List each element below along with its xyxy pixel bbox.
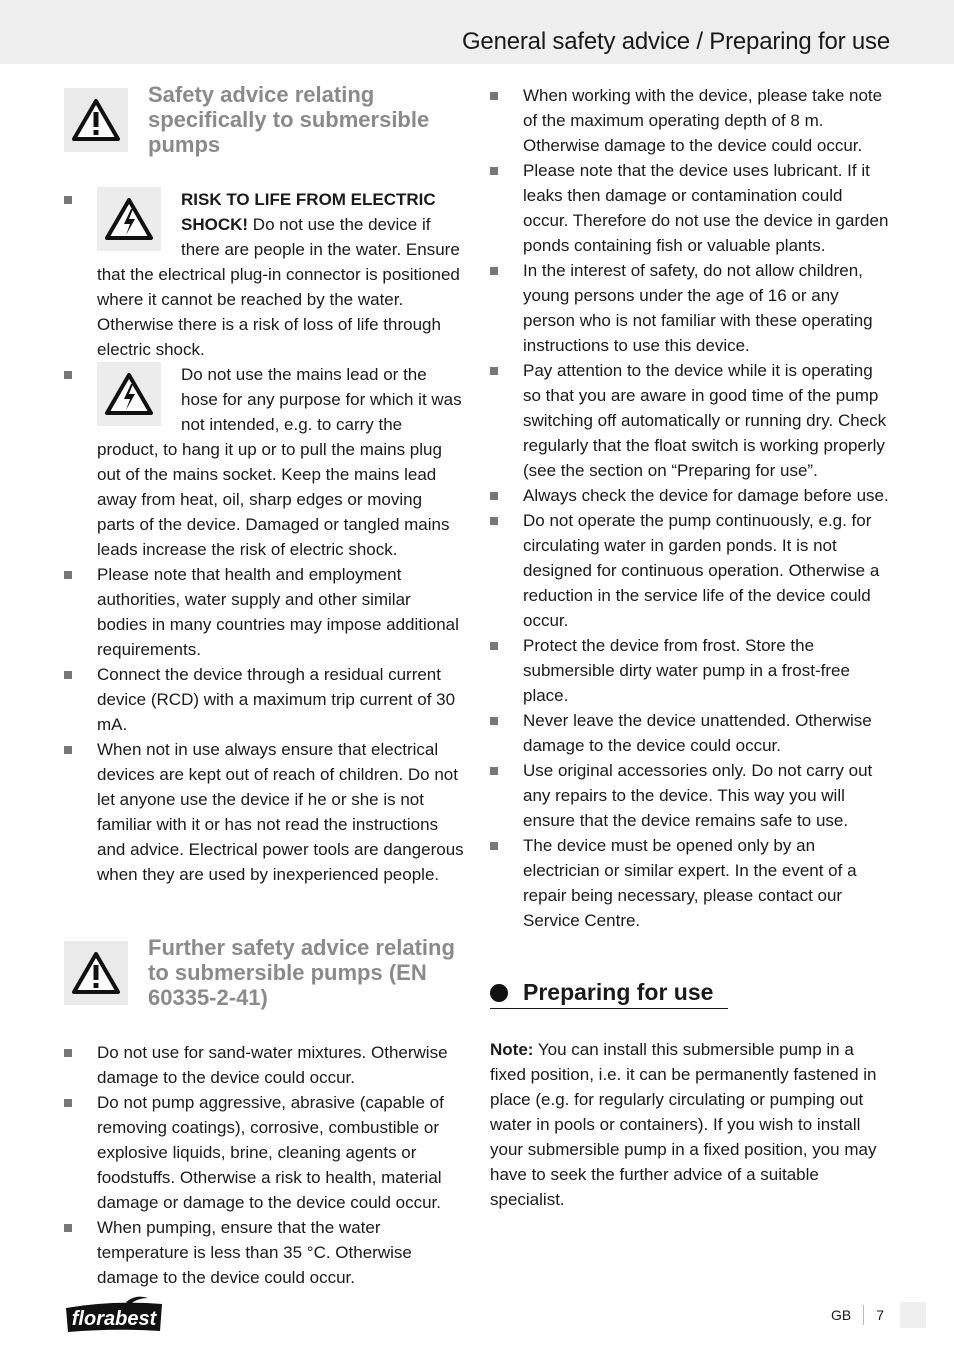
language-code: GB xyxy=(830,1307,852,1323)
list-item xyxy=(64,662,464,737)
electric-shock-icon xyxy=(97,187,161,251)
item-text: Connect the device through a residual current device (RCD) with a maximum trip current of 30 mA. xyxy=(97,665,456,734)
bullet-icon xyxy=(490,492,498,500)
section-title: Safety advice relating specifically to submersible pumps xyxy=(148,82,430,157)
list-item xyxy=(64,1215,464,1290)
item-text: Do not use for sand-water mixtures. Otherwise damage to the device could occur. xyxy=(97,1043,448,1087)
heading-text: Preparing for use xyxy=(523,979,714,1005)
bullet-icon xyxy=(64,1049,72,1057)
divider xyxy=(863,1305,864,1325)
item-text: When not in use always ensure that electrical devices are kept out of reach of children. Do not let anyone use the device if he or she is not familiar with it or has not read the instructions and advice. Electrical power tools are dangerous when they are used by inexperienced people. xyxy=(97,740,464,884)
preparing-heading xyxy=(490,979,728,1009)
list-item xyxy=(64,1090,464,1215)
florabest-logo xyxy=(64,1294,164,1334)
item-text: When working with the device, please take note of the maximum operating depth of 8 m. Otherwise damage to the device could occur. xyxy=(523,86,883,155)
list-item xyxy=(490,708,890,758)
electric-shock-icon xyxy=(97,362,161,426)
left-column xyxy=(64,80,464,1290)
note-paragraph xyxy=(490,1037,890,1212)
bullet-dot-icon xyxy=(490,984,508,1002)
list-item xyxy=(490,508,890,633)
note-text: You can install this submersible pump in a fixed position, i.e. it can be permanently fastened in place (e.g. for regularly circulating or pumping out water in pools or containers). If you wish to install your submersible pump in a fixed position, you may have to seek the further advice of a suitable specialist. xyxy=(490,1040,877,1209)
list-item xyxy=(490,358,890,483)
list-item xyxy=(490,258,890,358)
item-text: Please note that health and employment authorities, water supply and other similar bodies in many countries may impose additional requirements. xyxy=(97,565,459,659)
page-number: 7 xyxy=(876,1307,884,1323)
item-text: Do not pump aggressive, abrasive (capable of removing coatings), corrosive, combustible or explosive liquids, brine, cleaning agents or foodstuffs. Otherwise a risk to health, material damage or damage to the device could occur. xyxy=(97,1093,444,1212)
bullet-icon xyxy=(64,371,72,379)
bullet-icon xyxy=(490,717,498,725)
list-item xyxy=(64,187,464,362)
bullet-icon xyxy=(64,196,72,204)
list-item xyxy=(490,833,890,933)
bullet-icon xyxy=(64,671,72,679)
bullet-icon xyxy=(490,167,498,175)
list-item xyxy=(490,158,890,258)
bullet-icon xyxy=(490,767,498,775)
item-text: Always check the device for damage before use. xyxy=(523,486,889,505)
list-item xyxy=(64,1040,464,1090)
section-heading-further xyxy=(64,933,464,1010)
item-text: Never leave the device unattended. Otherwise damage to the device could occur. xyxy=(523,711,872,755)
list-item xyxy=(64,737,464,887)
item-text: Do not use the device if there are people in the water. Ensure that the electrical plug-in connector is positioned where it cannot be reached by the water. Otherwise there is a risk of loss of life through electric shock. xyxy=(97,215,460,359)
bullet-icon xyxy=(490,267,498,275)
danger-heading: RISK TO LIFE FROM ELECTRIC SHOCK! xyxy=(181,190,436,234)
bullet-icon xyxy=(490,367,498,375)
logo-text: florabest xyxy=(71,1308,157,1330)
warning-icon xyxy=(64,88,128,152)
right-column xyxy=(490,83,890,1212)
list-item xyxy=(490,483,890,508)
warning-icon xyxy=(64,941,128,1005)
bullet-icon xyxy=(490,842,498,850)
list-item xyxy=(64,362,464,562)
note-label: Note: xyxy=(490,1040,534,1059)
list-item xyxy=(490,758,890,833)
item-text: In the interest of safety, do not allow children, young persons under the age of 16 or any person who is not familiar with these operating instructions to use this device. xyxy=(523,261,873,355)
bullet-icon xyxy=(490,92,498,100)
bullet-icon xyxy=(64,1099,72,1107)
item-text: Do not use the mains lead or the hose for any purpose for which it was not intended, e.g. to carry the product, to hang it up or to pull the mains plug out of the mains socket. Keep the mains lead away from heat, oil, sharp edges or moving parts of the device. Damaged or tangled mains leads increase the risk of electric shock. xyxy=(97,365,462,559)
section-heading-submersible xyxy=(64,80,464,157)
page-title: General safety advice / Preparing for use xyxy=(461,28,890,55)
page-footer xyxy=(831,1302,926,1328)
item-text: Use original accessories only. Do not carry out any repairs to the device. This way you will ensure that the device remains safe to use. xyxy=(523,761,873,830)
list-item xyxy=(64,562,464,662)
section-title: Further safety advice relating to submersible pumps (EN 60335-2-41) xyxy=(148,935,455,1010)
page-tab xyxy=(900,1302,926,1328)
item-text: Do not operate the pump continuously, e.g. for circulating water in garden ponds. It is not designed for continuous operation. Otherwise a reduction in the service life of the device could occur. xyxy=(523,511,880,630)
list-item xyxy=(490,633,890,708)
item-text: Please note that the device uses lubricant. If it leaks then damage or contamination could occur. Therefore do not use the device in garden ponds containing fish or valuable plants. xyxy=(523,161,889,255)
item-text: Pay attention to the device while it is operating so that you are aware in good time of the pump switching off automatically or running dry. Check regularly that the float switch is working properly (see the section on “Preparing for use”. xyxy=(523,361,887,480)
bullet-icon xyxy=(64,1224,72,1232)
item-text: Protect the device from frost. Store the submersible dirty water pump in a frost-free place. xyxy=(523,636,850,705)
bullet-icon xyxy=(490,517,498,525)
list-item xyxy=(490,83,890,158)
bullet-icon xyxy=(490,642,498,650)
item-text: When pumping, ensure that the water temperature is less than 35 °C. Otherwise damage to the device could occur. xyxy=(97,1218,412,1287)
bullet-icon xyxy=(64,571,72,579)
bullet-icon xyxy=(64,746,72,754)
item-text: The device must be opened only by an electrician or similar expert. In the event of a repair being necessary, please contact our Service Centre. xyxy=(523,836,857,930)
